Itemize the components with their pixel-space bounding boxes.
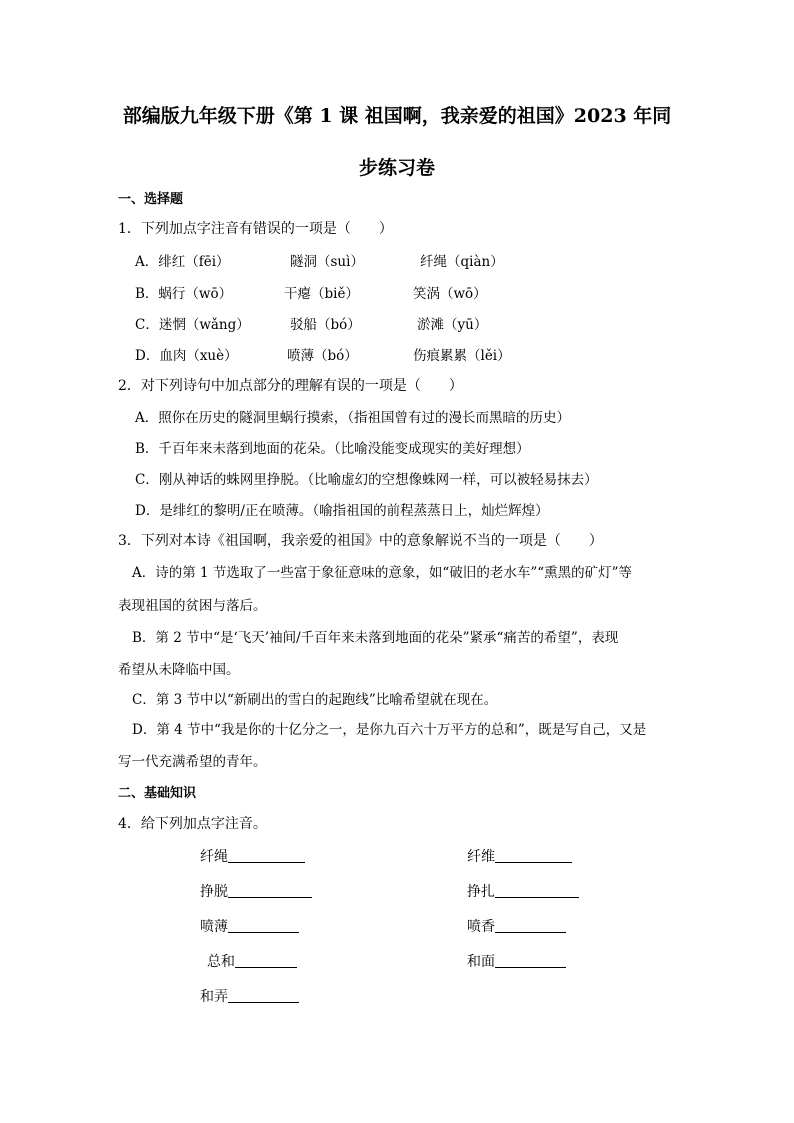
q4-word: 和弄 (200, 989, 228, 1005)
answer-blank[interactable] (235, 953, 297, 968)
q1-option-d-3: 伤痕累累（lěi） (413, 348, 511, 364)
q4-word: 纤绳 (200, 849, 228, 865)
q4-item-1 (200, 846, 305, 866)
question-2-stem: 2．对下列诗句中加点部分的理解有误的一项是（ ） (118, 378, 463, 394)
title-line-1: 部编版九年级下册《第 1 课 祖国啊，我亲爱的祖国》2023 年同 (122, 105, 672, 127)
q2-option-c: C．刚从神话的蛛网里挣脱。（比喻虚幻的空想像蛛网一样，可以被轻易抹去） (135, 472, 598, 488)
q1-option-c-2: 驳船（bó） (290, 317, 361, 333)
q4-word: 和面 (467, 954, 495, 970)
answer-blank[interactable] (495, 918, 566, 933)
q1-option-d-2: 喷薄（bó） (287, 348, 358, 364)
q3-option-c-line1: C．第 3 节中以“新刷出的雪白的起跑线”比喻希望就在现在。 (132, 692, 498, 708)
answer-blank[interactable] (495, 848, 572, 863)
question-3-stem: 3．下列对本诗《祖国啊，我亲爱的祖国》中的意象解说不当的一项是（ ） (118, 533, 603, 549)
q1-option-a-1: A．绯红（fēi） (135, 254, 230, 270)
answer-blank[interactable] (495, 953, 566, 968)
q2-option-a: A．照你在历史的隧洞里蜗行摸索，（指祖国曾有过的漫长而黑暗的历史） (135, 410, 570, 426)
document-title (110, 90, 684, 194)
answer-blank[interactable] (228, 848, 305, 863)
q4-word: 总和 (207, 954, 235, 970)
q3-option-b-line2: 希望从未降临中国。 (118, 662, 240, 678)
q4-item-6 (467, 916, 566, 936)
q1-option-c-3: 淤滩（yū） (417, 317, 488, 333)
q4-item-3 (200, 881, 312, 901)
q4-item-7 (207, 951, 297, 971)
q1-option-a-2: 隧洞（suì） (290, 254, 364, 270)
question-4-stem: 4．给下列加点字注音。 (118, 816, 267, 832)
q4-word: 纤维 (467, 849, 495, 865)
q3-option-d-line2: 写一代充满希望的青年。 (118, 754, 267, 770)
question-1-stem: 1．下列加点字注音有错误的一项是（ ） (118, 221, 393, 237)
q2-option-d: D．是绯红的黎明/正在喷薄。（喻指祖国的前程蒸蒸日上，灿烂辉煌） (135, 503, 549, 519)
section-heading-basics: 二、基础知识 (118, 786, 197, 801)
q2-option-b: B．千百年来未落到地面的花朵。（比喻没能变成现实的美好理想） (135, 441, 530, 457)
q4-item-8 (467, 951, 566, 971)
q4-item-9 (200, 986, 299, 1006)
q1-option-b-1: B．蜗行（wō） (135, 286, 233, 302)
answer-blank[interactable] (228, 883, 312, 898)
q4-item-2 (467, 846, 572, 866)
q3-option-a-line1: A．诗的第 1 节选取了一些富于象征意味的意象，如“破旧的老水车”“熏黑的矿灯”等 (132, 565, 633, 581)
q1-option-a-3: 纤绳（qiàn） (420, 254, 504, 270)
answer-blank[interactable] (228, 988, 299, 1003)
q4-item-4 (467, 881, 579, 901)
q1-option-d-1: D．血肉（xuè） (135, 348, 238, 364)
q4-word: 挣扎 (467, 884, 495, 900)
answer-blank[interactable] (228, 918, 299, 933)
q3-option-b-line1: B．第 2 节中“是‘飞天’袖间/千百年来未落到地面的花朵”紧承“痛苦的希望”，表现 (132, 630, 619, 646)
q4-word: 喷香 (467, 919, 495, 935)
q1-option-b-2: 干瘪（biě） (284, 286, 359, 302)
section-heading-choice: 一、选择题 (118, 192, 184, 207)
q1-option-b-3: 笑涡（wō） (413, 286, 487, 302)
q4-item-5 (200, 916, 299, 936)
q3-option-d-line1: D．第 4 节中“我是你的十亿分之一，是你九百六十万平方的总和”，既是写自己，又是 (132, 722, 647, 738)
answer-blank[interactable] (495, 883, 579, 898)
q3-option-a-line2: 表现祖国的贫困与落后。 (118, 598, 267, 614)
title-line-2: 步练习卷 (358, 157, 435, 179)
q1-option-c-1: C．迷惘（wǎng） (135, 317, 250, 333)
q4-word: 挣脱 (200, 884, 228, 900)
q4-word: 喷薄 (200, 919, 228, 935)
